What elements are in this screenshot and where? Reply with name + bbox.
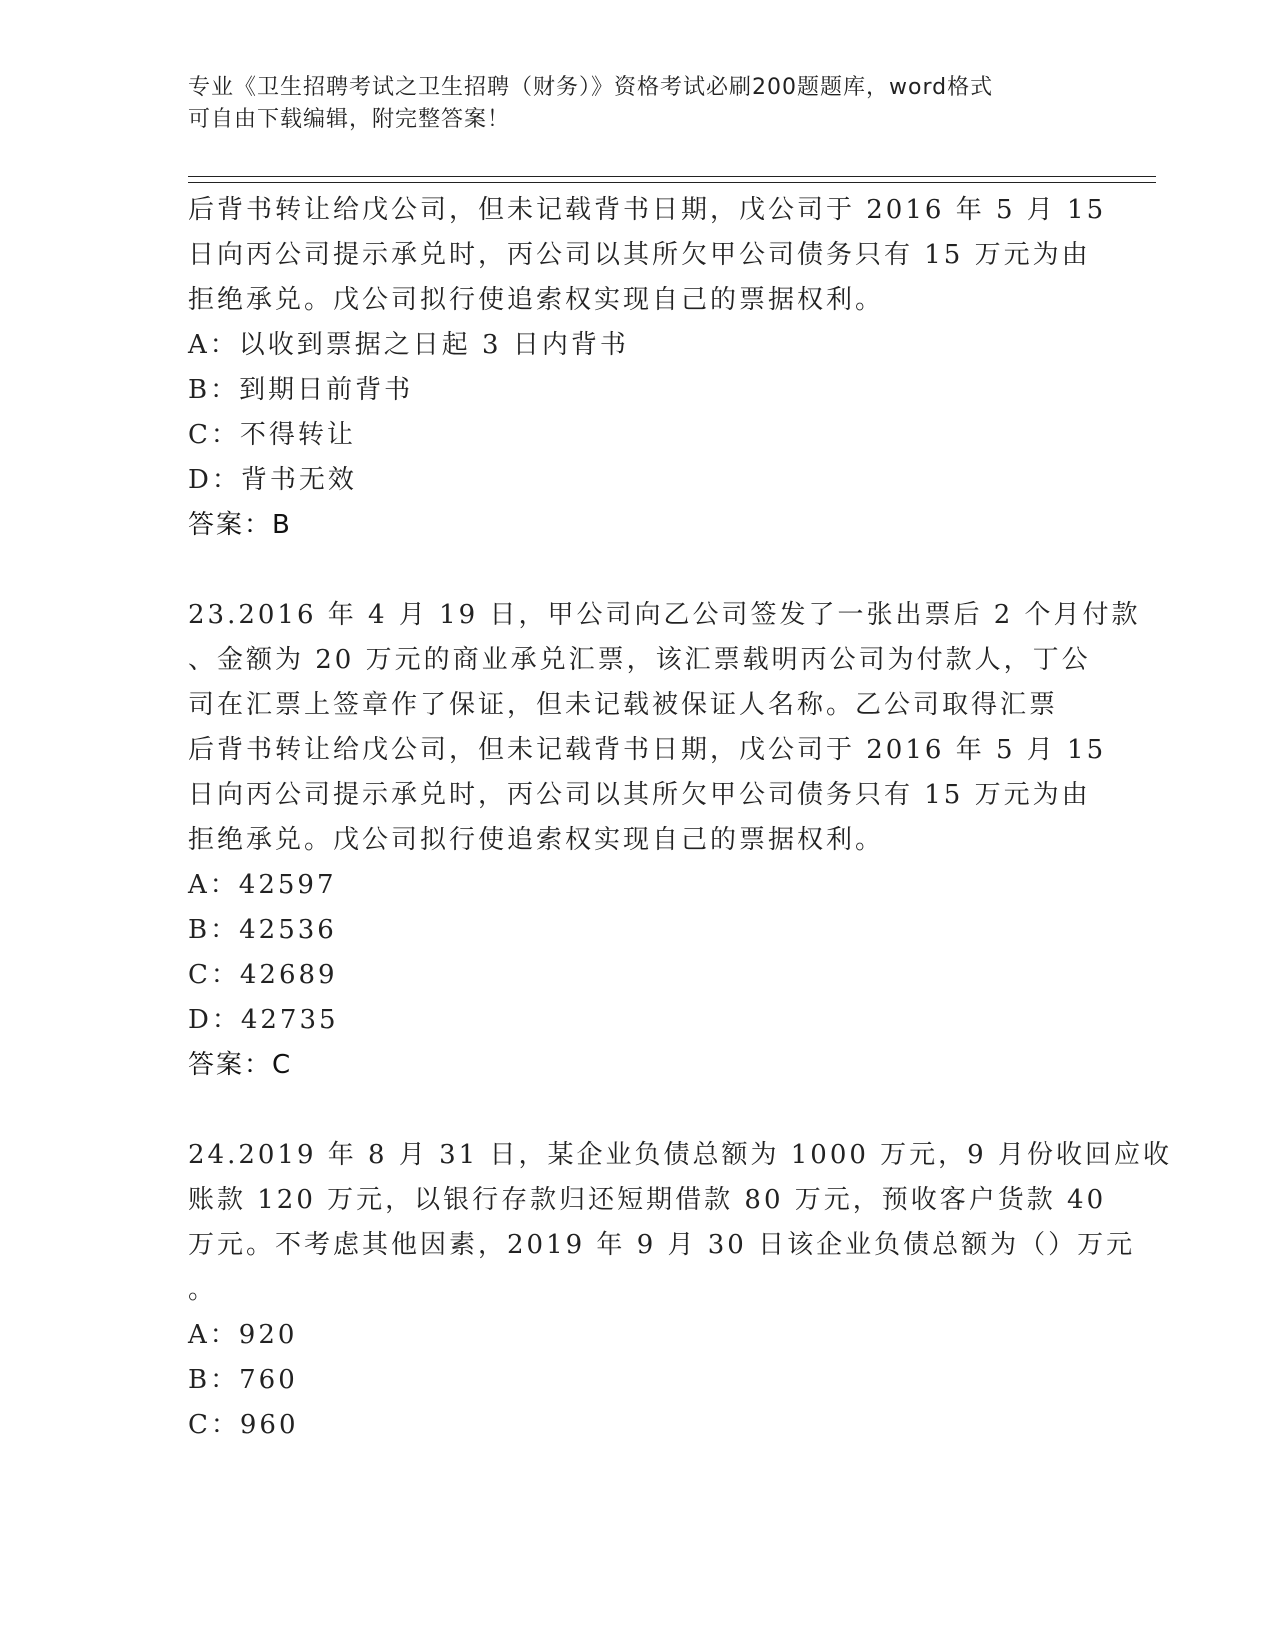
answer-text: 答案：C [188,1050,293,1080]
question-23 [188,593,1141,1088]
option-c: C：960 [188,1410,299,1440]
question-text-line: 日向丙公司提示承兑时，丙公司以其所欠甲公司债务只有 15 万元为由 [188,780,1091,810]
header-title-line-1: 专业《卫生招聘考试之卫生招聘（财务）》资格考试必刷200题题库，word格式 [188,75,994,100]
question-text-line: 万元。不考虑其他因素，2019 年 9 月 30 日该企业负债总额为（）万元 [188,1230,1136,1260]
question-fragment [188,188,1107,548]
question-text-line: 拒绝承兑。戊公司拟行使追索权实现自己的票据权利。 [188,285,885,315]
question-24 [188,1133,1172,1448]
question-text-line: 后背书转让给戊公司，但未记载背书日期，戊公司于 2016 年 5 月 15 [188,735,1107,765]
question-text-line: 拒绝承兑。戊公司拟行使追索权实现自己的票据权利。 [188,825,885,855]
option-c: C：42689 [188,960,338,990]
question-text-line: 、金额为 20 万元的商业承兑汇票，该汇票载明丙公司为付款人，丁公 [188,645,1091,675]
question-text-line: 账款 120 万元，以银行存款归还短期借款 80 万元，预收客户货款 40 [188,1185,1107,1215]
option-a: A：920 [188,1320,298,1350]
question-text-line: 23.2016 年 4 月 19 日，甲公司向乙公司签发了一张出票后 2 个月付款 [188,600,1141,630]
spacer [188,548,1088,593]
option-b: B：42536 [188,915,337,945]
header-title-line-2: 可自由下载编辑，附完整答案！ [188,107,511,132]
option-d: D：42735 [188,1005,339,1035]
option-b: B：到期日前背书 [188,375,414,405]
option-a: A：以收到票据之日起 3 日内背书 [188,330,629,360]
option-c: C：不得转让 [188,420,356,450]
header-divider-bottom [188,182,1156,183]
header-divider-top [188,176,1156,177]
question-text-line: 24.2019 年 8 月 31 日，某企业负债总额为 1000 万元，9 月份收回应收 [188,1140,1172,1170]
question-text-line: 司在汇票上签章作了保证，但未记载被保证人名称。乙公司取得汇票 [188,690,1059,720]
document-body [188,188,1172,1448]
spacer [188,1088,1088,1133]
question-text-line: 后背书转让给戊公司，但未记载背书日期，戊公司于 2016 年 5 月 15 [188,195,1107,225]
option-d: D：背书无效 [188,465,357,495]
option-b: B：760 [188,1365,298,1395]
question-text-line: 日向丙公司提示承兑时，丙公司以其所欠甲公司债务只有 15 万元为由 [188,240,1091,270]
answer-text: 答案：B [188,510,292,540]
document-header [188,72,1088,136]
option-a: A：42597 [188,870,337,900]
question-text-line: 。 [188,1275,218,1305]
